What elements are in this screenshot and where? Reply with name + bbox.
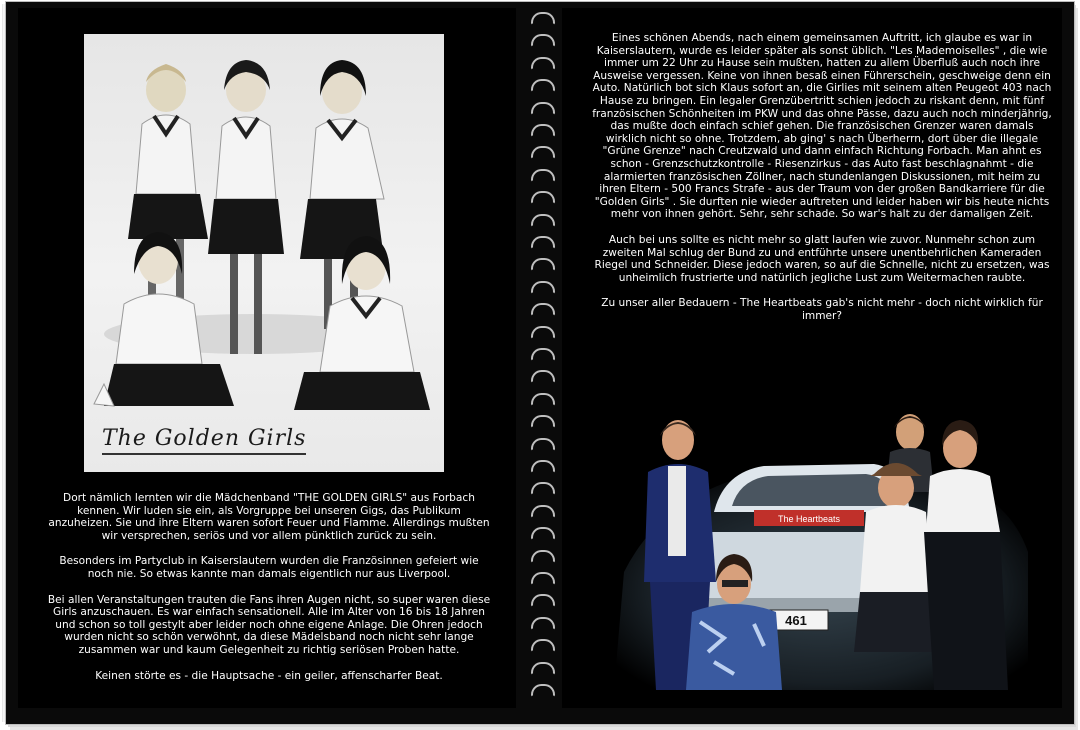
spiral-ring	[531, 482, 555, 495]
paragraph: Besonders im Partyclub in Kaiserslautern wurden die Französinnen gefeiert wie noch nie. So etwas kannte man damals eigentlich nur aus Liverpool.	[59, 555, 479, 580]
spiral-ring	[531, 326, 555, 339]
golden-girls-illustration	[84, 34, 444, 472]
right-page	[562, 8, 1062, 708]
spiral-ring	[531, 617, 555, 630]
spiral-ring	[531, 550, 555, 563]
spiral-ring	[531, 102, 555, 115]
spiral-ring	[531, 79, 555, 92]
car-sign: The Heartbeats	[777, 514, 841, 524]
right-page-text	[592, 32, 1052, 335]
paragraph: Eines schönen Abends, nach einem gemeinsamen Auftritt, ich glaube es war in Kaiserslautern, wurde es leider später als sonst üblich. "Les Mademoiselles" , die wie immer um 22 Uhr zu Hause sein mußten, hatten zu allem Überfluß auch noch ihre Ausweise vergessen. Keine von ihnen besaß einen Führerschein, geschweige denn ein Auto. Natürlich bot sich Klaus sofort an, die Girlies mit seinem alten Peugeot 403 nach Hause zu bringen. Ein legaler Grenzübertritt schien jedoch zu riskant denn, mit fünf französischen Schönheiten im PKW und das ohne Pässe, dazu auch noch minderjährig, das mußte doch einfach schief gehen. Die französischen Grenzer waren damals wirklich nicht so ohne. Trotzdem, ab ging' s nach Überherrn, dort über die illegale "Grüne Grenze" nach Creutzwald und dann einfach Richtung Forbach. Man ahnt es schon - Grenzschutzkontrolle - Riesenzirkus - das Auto fast beschlagnahmt - die alarmierten französischen Zöllner, nach stundenlangen Diskussionen, mit heim zu ihren Eltern - 500 Francs Strafe - aus der Traum von der großen Bandkarriere für die "Golden Girls" . Sie durften nie wieder auftreten und leider haben wir bis heute nichts mehr von ihnen gehört. Sehr, sehr schade. So war's halt zu der damaligen Zeit.	[592, 32, 1052, 221]
spiral-ring	[531, 415, 555, 428]
spiral-ring	[531, 169, 555, 182]
heartbeats-photo	[604, 402, 1038, 690]
spiral-ring	[531, 303, 555, 316]
spiral-ring	[531, 460, 555, 473]
left-page-text	[46, 492, 492, 695]
spiral-ring	[531, 236, 555, 249]
spiral-ring	[531, 146, 555, 159]
spiral-ring	[531, 527, 555, 540]
spiral-ring	[531, 348, 555, 361]
spiral-ring	[531, 572, 555, 585]
paragraph: Zu unser aller Bedauern - The Heartbeats gab's nicht mehr - doch nicht wirklich für immer?	[601, 297, 1043, 322]
paragraph: Auch bei uns sollte es nicht mehr so glatt laufen wie zuvor. Nunmehr schon zum zweiten Mal schlug der Bund zu und entführte unsere unentbehrlichen Kameraden Riegel und Schneider. Diese jedoch waren, so auf die Schnelle, nicht zu ersetzen, was unheimlich frustrierte und natürlich jegliche Lust zum Weitermachen raubte.	[594, 233, 1050, 284]
spiral-ring	[531, 438, 555, 451]
heartbeats-illustration	[604, 402, 1038, 690]
paragraph: Bei allen Veranstaltungen trauten die Fans ihren Augen nicht, so super waren diese Girls anzuschauen. Es war einfach sensationell. Alle im Alter von 16 bis 18 Jahren und schon so toll gestylt aber leider noch ohne eigene Anlage. Die Ohren jedoch wurden nicht so schön verwöhnt, da diese Mädelsband noch nicht sehr lange zusammen war und kaum Gelegenheit zu richtig seriösen Proben hatte.	[47, 593, 491, 656]
spiral-ring	[531, 505, 555, 518]
paragraph: Keinen störte es - die Hauptsache - ein geiler, affenscharfer Beat.	[95, 669, 443, 682]
spiral-ring	[531, 191, 555, 204]
spiral-ring	[531, 639, 555, 652]
spiral-ring	[531, 370, 555, 383]
spiral-ring	[531, 57, 555, 70]
spiral-ring	[531, 393, 555, 406]
left-page	[18, 8, 516, 708]
license-plate: 461	[785, 613, 807, 628]
spiral-ring	[531, 684, 555, 697]
golden-girls-photo	[84, 34, 444, 472]
spiral-ring	[531, 34, 555, 47]
spiral-ring	[531, 124, 555, 137]
spiral-ring	[531, 594, 555, 607]
spiral-ring	[531, 214, 555, 227]
spiral-ring	[531, 258, 555, 271]
spiral-ring	[531, 662, 555, 675]
spiral-ring	[531, 281, 555, 294]
photo-caption: The Golden Girls	[102, 426, 306, 455]
spiral-binding	[528, 8, 558, 708]
paragraph: Dort nämlich lernten wir die Mädchenband "THE GOLDEN GIRLS" aus Forbach kennen. Wir luden sie ein, als Vorgruppe bei unseren Gigs, das Publikum anzuheizen. Sie und ihre Eltern waren sofort Feuer und Flamme. Allerdings mußten wir versprechen, seriös und vor allem pünktlich zurück zu sein.	[48, 492, 490, 542]
spiral-book	[6, 2, 1074, 724]
spiral-ring	[531, 12, 555, 25]
